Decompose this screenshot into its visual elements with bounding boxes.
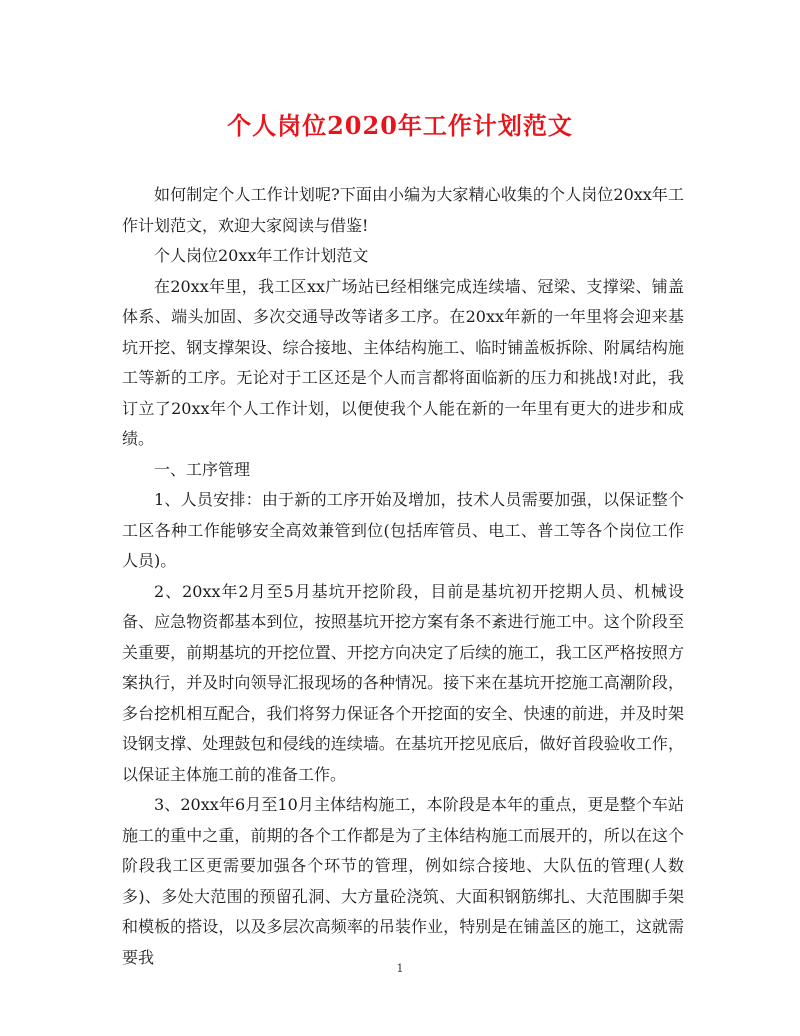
document-title: 个人岗位2020年工作计划范文	[227, 111, 573, 140]
item-2-paragraph: 2、20xx年2月至5月基坑开挖阶段，目前是基坑初开挖期人员、机械设备、应急物资都基本到位，按照基坑开挖方案有条不紊进行施工中。这个阶段至关重要，前期基坑的开挖位置、开挖方向决定了后续的施工，我工区严格按照方案执行，并及时向领导汇报现场的各种情况。接下来在基坑开挖施工高潮阶段，多台挖机相互配合，我们将努力保证各个开挖面的安全、快速的前进，并及时架设钢支撑、处理鼓包和侵线的连续墙。在基坑开挖见底后，做好首段验收工作，以保证主体施工前的准备工作。	[122, 581, 684, 784]
item-1-paragraph: 1、人员安排：由于新的工序开始及增加，技术人员需要加强，以保证整个工区各种工作能够安全高效兼管到位(包括库管员、电工、普工等各个岗位工作人员)。	[122, 490, 684, 570]
document-body	[122, 180, 684, 973]
subtitle-paragraph: 个人岗位20xx年工作计划范文	[154, 246, 369, 265]
intro-paragraph: 如何制定个人工作计划呢?下面由小编为大家精心收集的个人岗位20xx年工作计划范文，欢迎大家阅读与借鉴!	[122, 185, 684, 235]
overview-paragraph: 在20xx年里，我工区xx广场站已经相继完成连续墙、冠梁、支撑梁、铺盖体系、端头加固、多次交通导改等诸多工序。在20xx年新的一年里将会迎来基坑开挖、钢支撑架设、综合接地、主体结构施工、临时铺盖板拆除、附属结构施工等新的工序。无论对于工区还是个人而言都将面临新的压力和挑战!对此，我订立了20xx年个人工作计划，以便使我个人能在新的一年里有更大的进步和成绩。	[122, 276, 684, 448]
section-heading: 一、工序管理	[154, 459, 251, 479]
page-number: 1	[396, 962, 404, 975]
item-3-paragraph: 3、20xx年6月至10月主体结构施工，本阶段是本年的重点，更是整个车站施工的重中之重，前期的各个工作都是为了主体结构施工而展开的，所以在这个阶段我工区更需要加强各个环节的管理，例如综合接地、大队伍的管理(人数多)、多处大范围的预留孔洞、大方量砼浇筑、大面积钢筋绑扎、大范围脚手架和模板的搭设，以及多层次高频率的吊装作业，特别是在铺盖区的施工，这就需要我	[122, 795, 684, 967]
